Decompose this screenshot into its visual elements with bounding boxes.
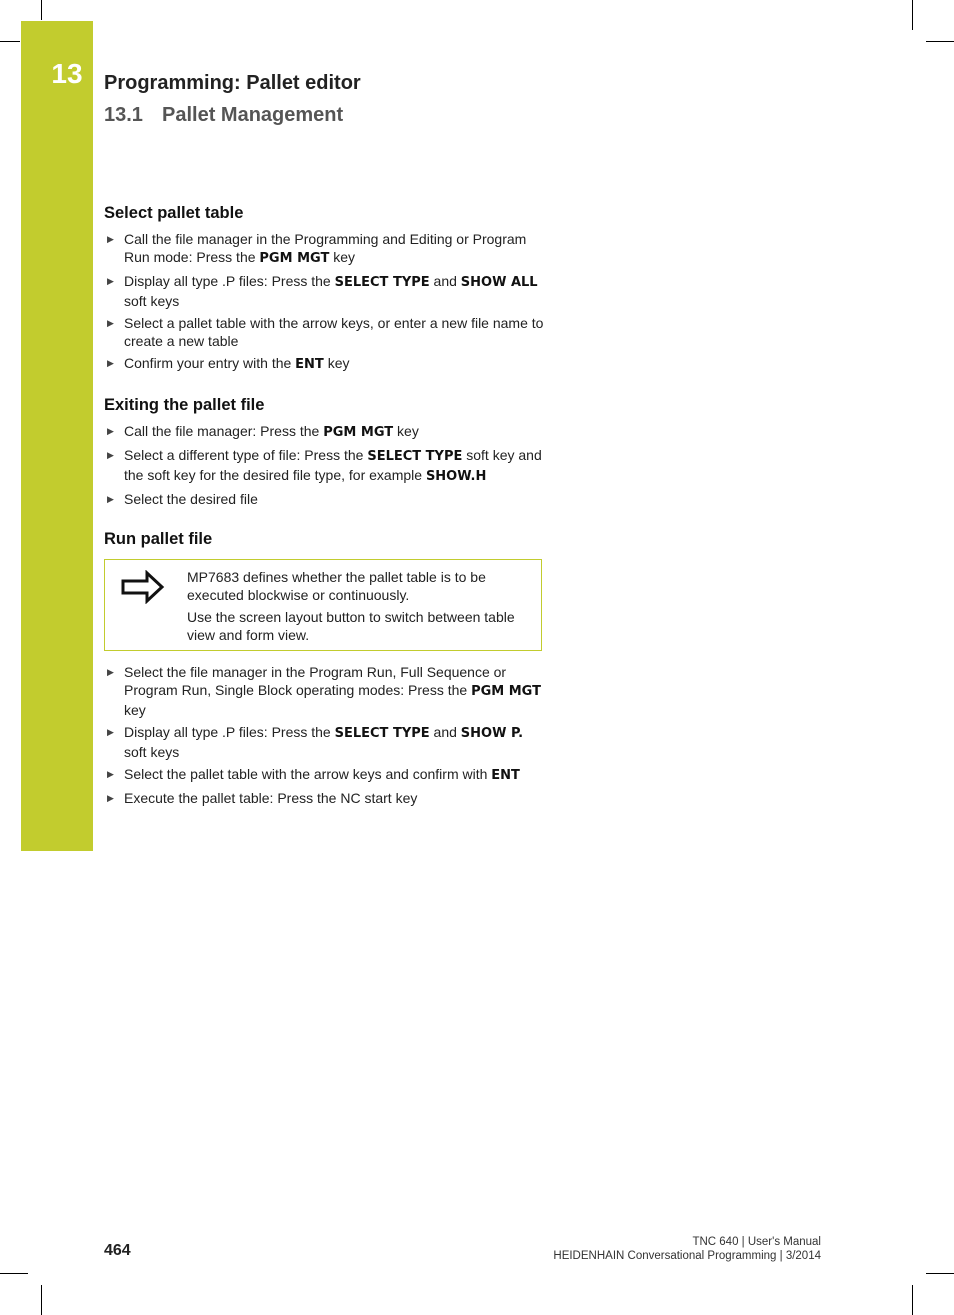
triangle-bullet-icon: ▶ [107,769,114,779]
step-text: key [393,423,419,439]
triangle-bullet-icon: ▶ [107,426,114,436]
soft-key-label: PGM MGT [259,251,330,266]
soft-key-label: SHOW.H [425,469,487,484]
soft-key-label: SELECT TYPE [334,726,430,741]
step-text: Select the desired file [124,491,258,507]
list-item [104,354,544,374]
soft-key-label: SELECT TYPE [367,449,463,464]
triangle-bullet-icon: ▶ [107,667,114,677]
triangle-bullet-icon: ▶ [107,450,114,460]
crop-mark [41,0,42,20]
step-text: Execute the pallet table: Press the NC start key [124,790,418,806]
step-text: Call the file manager: Press the [124,423,324,439]
chapter-title: Programming: Pallet editor [104,72,361,94]
step-text: Select a different type of file: Press the [124,447,368,463]
soft-key-label: PGM MGT [323,425,394,440]
soft-key-label: SHOW P. [460,726,524,741]
step-text: soft keys [124,744,180,760]
list-item [104,789,544,807]
soft-key-label: ENT [295,357,324,372]
note-paragraph: MP7683 defines whether the pallet table is to be executed blockwise or continuously. [187,569,486,603]
crop-mark [0,41,20,42]
step-text: and [429,724,461,740]
list-item [104,422,544,442]
soft-key-label: SELECT TYPE [334,275,430,290]
triangle-bullet-icon: ▶ [107,494,114,504]
crop-mark [0,1273,28,1274]
section-name: Pallet Management [162,104,344,126]
heading-run-pallet-file: Run pallet file [104,530,213,548]
step-text: soft key and the soft key for the desired file type, for example [124,447,542,483]
crop-mark [926,41,954,42]
chapter-tab [21,21,93,851]
chapter-number: 13 [51,58,83,89]
crop-mark [912,0,913,30]
step-text: key [323,355,350,371]
page-footer [553,1235,821,1263]
step-list [104,663,544,807]
triangle-bullet-icon: ▶ [107,358,114,368]
step-text: and [429,273,461,289]
triangle-bullet-icon: ▶ [107,318,114,328]
main-content [104,204,544,811]
section-title [104,104,343,127]
list-item [104,490,544,508]
step-text: key [329,249,356,265]
step-text: Select a pallet table with the arrow keys, or enter a new file name to create a new table [124,315,544,349]
step-text: Select the pallet table with the arrow keys and confirm with [124,766,492,782]
triangle-bullet-icon: ▶ [107,276,114,286]
section-number: 13.1 [104,104,143,126]
crop-mark [41,1285,42,1315]
footer-line: TNC 640 | User's Manual [692,1236,821,1248]
arrow-right-icon [121,570,165,604]
triangle-bullet-icon: ▶ [107,234,114,244]
step-text: Confirm your entry with the [124,355,296,371]
step-text: key [124,702,146,718]
note-box [104,559,542,651]
step-list [104,230,544,374]
step-text: Select the file manager in the Program Run, Full Sequence or Program Run, Single Block operating modes: Press the [124,664,507,698]
soft-key-label: PGM MGT [471,684,541,699]
list-item [104,272,544,310]
note-text [187,568,532,648]
list-item [104,446,544,486]
list-item [104,723,544,761]
step-text: soft keys [124,293,180,309]
heading-exiting-pallet-file: Exiting the pallet file [104,396,265,414]
list-item [104,314,544,350]
step-text: Display all type .P files: Press the [124,724,335,740]
step-list [104,422,544,508]
list-item [104,765,544,785]
crop-mark [912,1285,913,1315]
footer-line: HEIDENHAIN Conversational Programming | 3/2014 [553,1250,821,1262]
note-paragraph: Use the screen layout button to switch between table view and form view. [187,609,515,643]
step-text: Display all type .P files: Press the [124,273,335,289]
triangle-bullet-icon: ▶ [107,793,114,803]
step-text: Call the file manager in the Programming and Editing or Program Run mode: Press the [124,231,527,265]
crop-mark [926,1273,954,1274]
soft-key-label: ENT [491,768,520,783]
list-item [104,663,544,719]
triangle-bullet-icon: ▶ [107,727,114,737]
page-number: 464 [104,1242,131,1259]
list-item [104,230,544,268]
heading-select-pallet-table: Select pallet table [104,204,244,222]
soft-key-label: SHOW ALL [460,275,538,290]
